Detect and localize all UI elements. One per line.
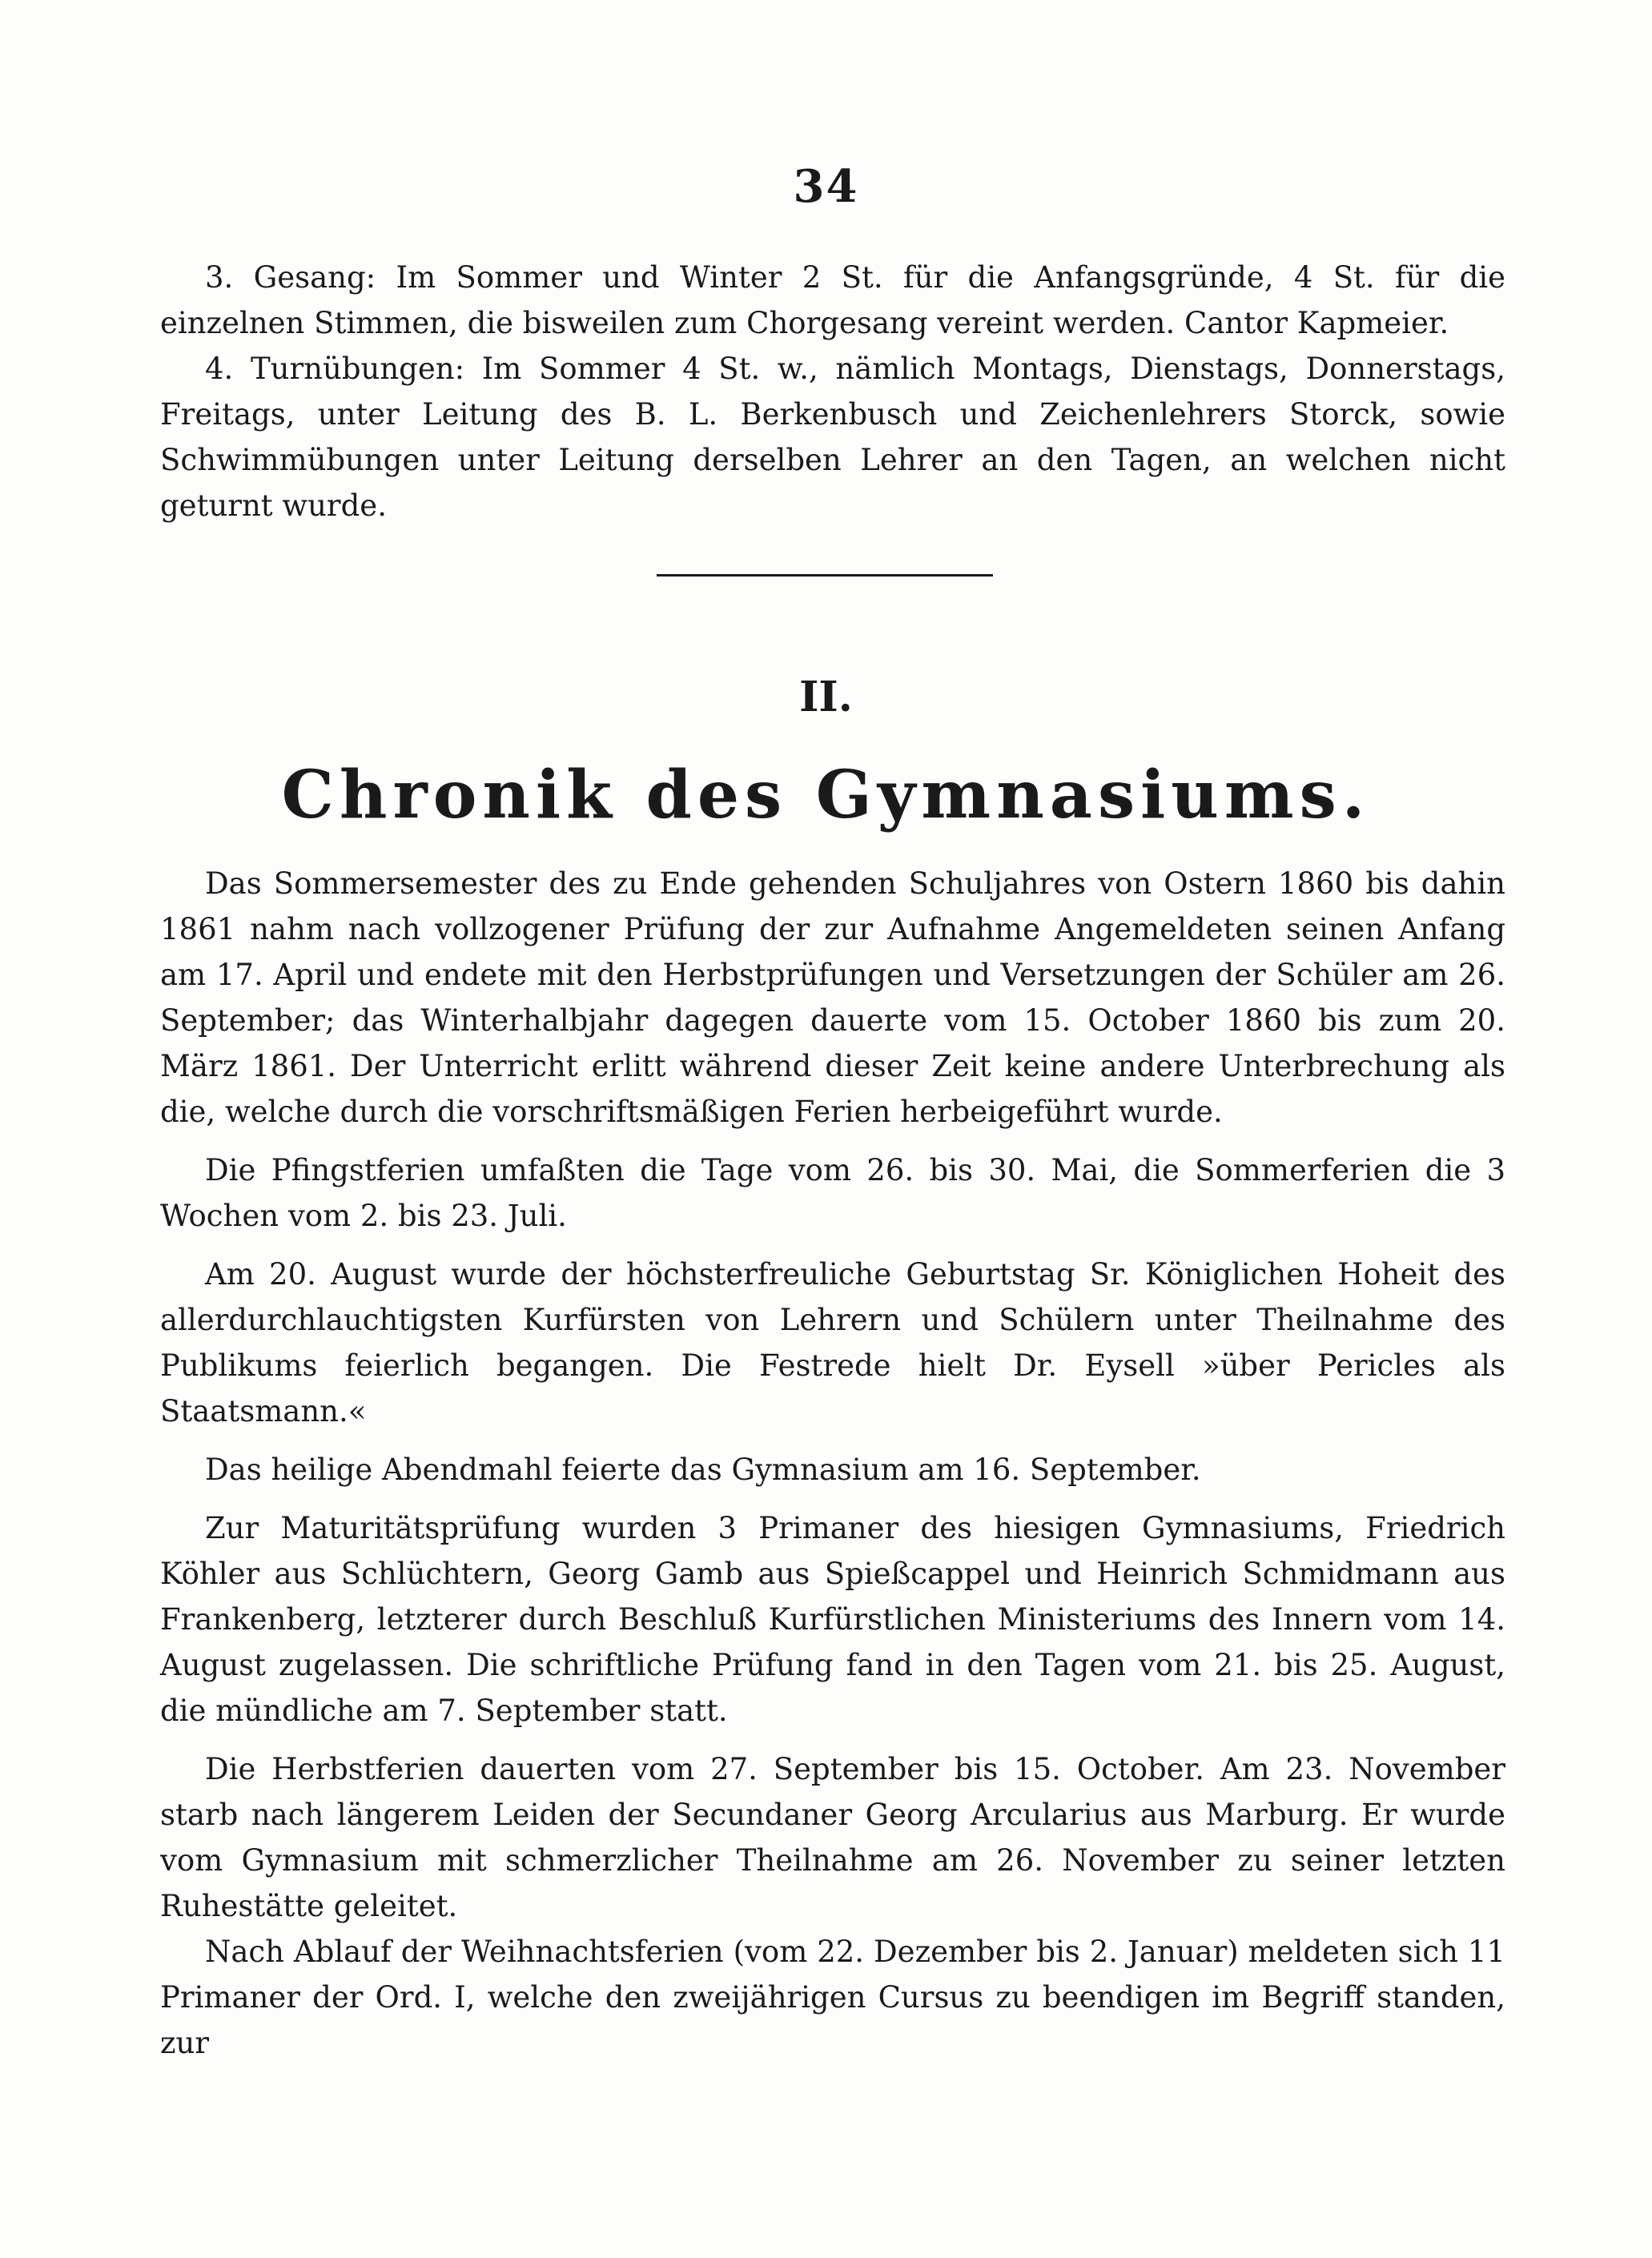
chronicle-paragraph-christmas: Nach Ablauf der Weihnachtsferien (vom 22. Dezember bis 2. Januar) meldeten sich 11 Primaner der Ord. I, welche den zweijährigen Cursus zu beendigen im Begriff standen, zur: [160, 1935, 1505, 2060]
page-number: 34: [793, 160, 859, 213]
schedule-item-singing: 3. Gesang: Im Sommer und Winter 2 St. für die Anfangsgründe, 4 St. für die einzelnen Stimmen, die bisweilen zum Chorgesang vereint werden. Cantor Kapmeier.: [160, 260, 1505, 340]
chronicle-paragraph-communion: Das heilige Abendmahl feierte das Gymnasium am 16. September.: [205, 1452, 1201, 1487]
section-title: Chronik des Gymnasiums.: [281, 757, 1371, 834]
chronicle-paragraph-birthday: Am 20. August wurde der höchsterfreuliche Geburtstag Sr. Königlichen Hoheit des allerdurchlauchtigsten Kurfürsten von Lehrern und Schülern unter Theilnahme des Publikums feierlich begangen. Die Festrede hielt Dr. Eysell »über Pericles als Staatsmann.«: [160, 1257, 1505, 1428]
schedule-item-gymnastics: 4. Turnübungen: Im Sommer 4 St. w., nämlich Montags, Dienstags, Donnerstags, Freitags, unter Leitung des B. L. Berkenbusch und Zeichenlehrers Storck, sowie Schwimmübungen unter Leitung derselben Lehrer an den Tagen, an welchen nicht geturnt wurde.: [160, 352, 1505, 523]
schedule-block: [160, 255, 1505, 528]
section-divider: [657, 574, 993, 577]
chronicle-paragraph-holidays: Die Pfingstferien umfaßten die Tage vom 26. bis 30. Mai, die Sommerferien die 3 Wochen vom 2. bis 23. Juli.: [160, 1153, 1505, 1233]
chronicle-paragraph-autumn-holidays: Die Herbstferien dauerten vom 27. September bis 15. October. Am 23. November starb nach längerem Leiden der Secundaner Georg Arcularius aus Marburg. Er wurde vom Gymnasium mit schmerzlicher Theilnahme am 26. November zu seiner letzten Ruhestätte geleitet.: [160, 1752, 1505, 1923]
chronicle-paragraph-maturity-exam: Zur Maturitätsprüfung wurden 3 Primaner des hiesigen Gymnasiums, Friedrich Köhler aus Schlüchtern, Georg Gamb aus Spießcappel und Heinrich Schmidmann aus Frankenberg, letzterer durch Beschluß Kurfürstlichen Ministeriums des Innern vom 14. August zugelassen. Die schriftliche Prüfung fand in den Tagen vom 21. bis 25. August, die mündliche am 7. September statt.: [160, 1511, 1505, 1728]
section-number: II.: [799, 673, 853, 721]
chronicle-block: [160, 861, 1505, 2066]
chronicle-paragraph-semester: Das Sommersemester des zu Ende gehenden Schuljahres von Ostern 1860 bis dahin 1861 nahm nach vollzogener Prüfung der zur Aufnahme Angemeldeten seinen Anfang am 17. April und endete mit den Herbstprüfungen und Versetzungen der Schüler am 26. September; das Winterhalbjahr dagegen dauerte vom 15. October 1860 bis zum 20. März 1861. Der Unterricht erlitt während dieser Zeit keine andere Unterbrechung als die, welche durch die vorschriftsmäßigen Ferien herbeigeführt wurde.: [160, 866, 1505, 1129]
